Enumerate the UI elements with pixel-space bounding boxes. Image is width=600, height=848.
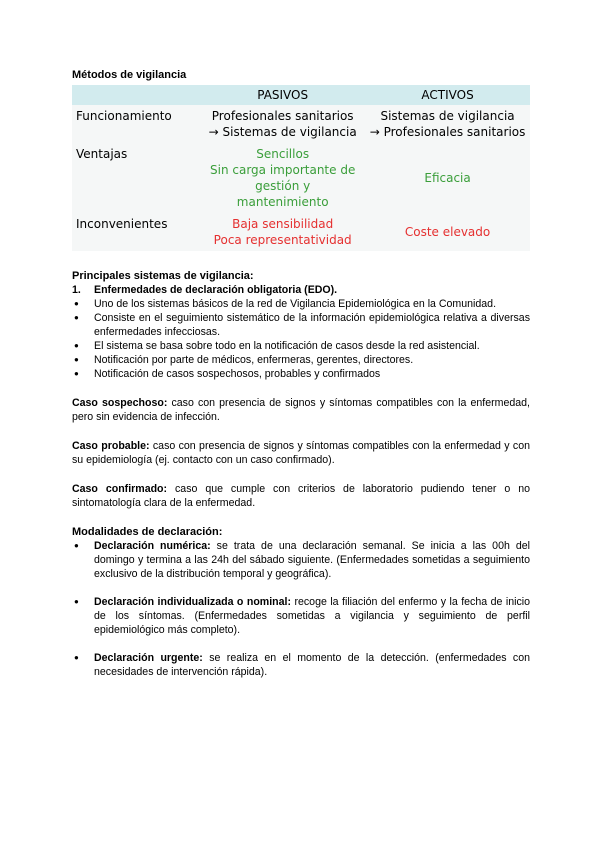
case-text: caso que cumple con criterios de laboratorio pudiendo tener o no sintomatología clara de la enfermedad. [72,483,531,509]
list-item: ● Consiste en el seguimiento sistemático de la información epidemiológica relativa a diversas enfermedades infecciosas. [72,311,530,339]
list-item [72,651,530,679]
case-term: Caso probable: [72,440,150,452]
header-empty-cell [72,85,200,105]
cell-line: Baja sensibilidad [232,217,334,231]
systems-heading: Principales sistemas de vigilancia: [72,270,254,282]
header-pasivos: PASIVOS [200,85,365,105]
cell-pasivos [200,213,365,251]
modalities-heading: Modalidades de declaración: [72,526,223,538]
cell-line: Sencillos [256,147,310,161]
case-term: Caso sospechoso: [72,397,168,409]
header-activos: ACTIVOS [365,85,530,105]
table-row [72,143,530,213]
modality-term: Declaración urgente: [94,652,203,664]
case-term: Caso confirmado: [72,483,168,495]
cell-pasivos [200,143,365,213]
cell-activos [365,213,530,251]
cell-line: mantenimiento [236,195,329,209]
cell-activos [365,105,530,143]
cell-line: Profesionales sanitarios [211,109,354,123]
case-text: caso con presencia de signos y síntomas compatibles con la enfermedad y con su epidemiología (ej. contacto con un caso confirmado). [72,440,530,466]
cell-line: → Profesionales sanitarios [369,125,526,139]
case-text: caso con presencia de signos y síntomas compatibles con la enfermedad, pero sin evidencia de infección. [72,397,530,423]
cell-line: Coste elevado [404,225,491,239]
case-suspected [72,396,530,424]
systems-bullet-list [72,297,530,381]
list-item [72,595,530,637]
list-item: ● Notificación de casos sospechosos, probables y confirmados [72,367,530,381]
modality-term: Declaración numérica: [94,540,211,552]
case-probable [72,439,530,467]
cell-line: Sin carga importante de [210,163,356,177]
modality-text: se trata de una declaración semanal. Se inicia a las 00h del domingo y termina a las 24h del sábado siguiente. (Enfermedades sometidas a seguimiento exclusivo de la distribución temporal y geográfica). [94,540,530,580]
row-label: Inconvenientes [72,213,200,251]
row-label: Funcionamiento [72,105,200,143]
case-confirmed [72,482,530,510]
list-item [72,283,530,297]
cell-line: Poca representatividad [213,233,352,247]
modality-text: se realiza en el momento de la detección. (enfermedades con necesidades de intervención rápida). [94,652,530,678]
systems-numbered-list [72,283,530,297]
modalities-list [72,539,530,679]
methods-heading: Métodos de vigilancia [72,69,187,81]
table-row [72,105,530,143]
cell-activos [365,143,530,213]
cell-pasivos [200,105,365,143]
methods-table [72,85,530,251]
list-item [72,539,530,581]
table-header-row [72,85,530,105]
list-item: ● El sistema se basa sobre todo en la notificación de casos desde la red asistencial. [72,339,530,353]
modality-text: recoge la filiación del enfermo y la fecha de inicio de los síntomas. (Enfermedades sometidas a vigilancia y seguimiento de perfil epidemiológico más completo). [94,596,530,636]
list-item: ● Notificación por parte de médicos, enfermeras, gerentes, directores. [72,353,530,367]
modality-term: Declaración individualizada o nominal: [94,596,291,608]
list-item: ● Uno de los sistemas básicos de la red de Vigilancia Epidemiológica en la Comunidad. [72,297,530,311]
document-page [72,68,530,679]
cell-line: → Sistemas de vigilancia [208,125,357,139]
cell-line: gestión y [255,179,311,193]
cell-line: Sistemas de vigilancia [380,109,515,123]
row-label: Ventajas [72,143,200,213]
table-row [72,213,530,251]
cell-line: Eficacia [424,171,471,185]
edo-title: Enfermedades de declaración obligatoria (EDO). [94,284,338,296]
